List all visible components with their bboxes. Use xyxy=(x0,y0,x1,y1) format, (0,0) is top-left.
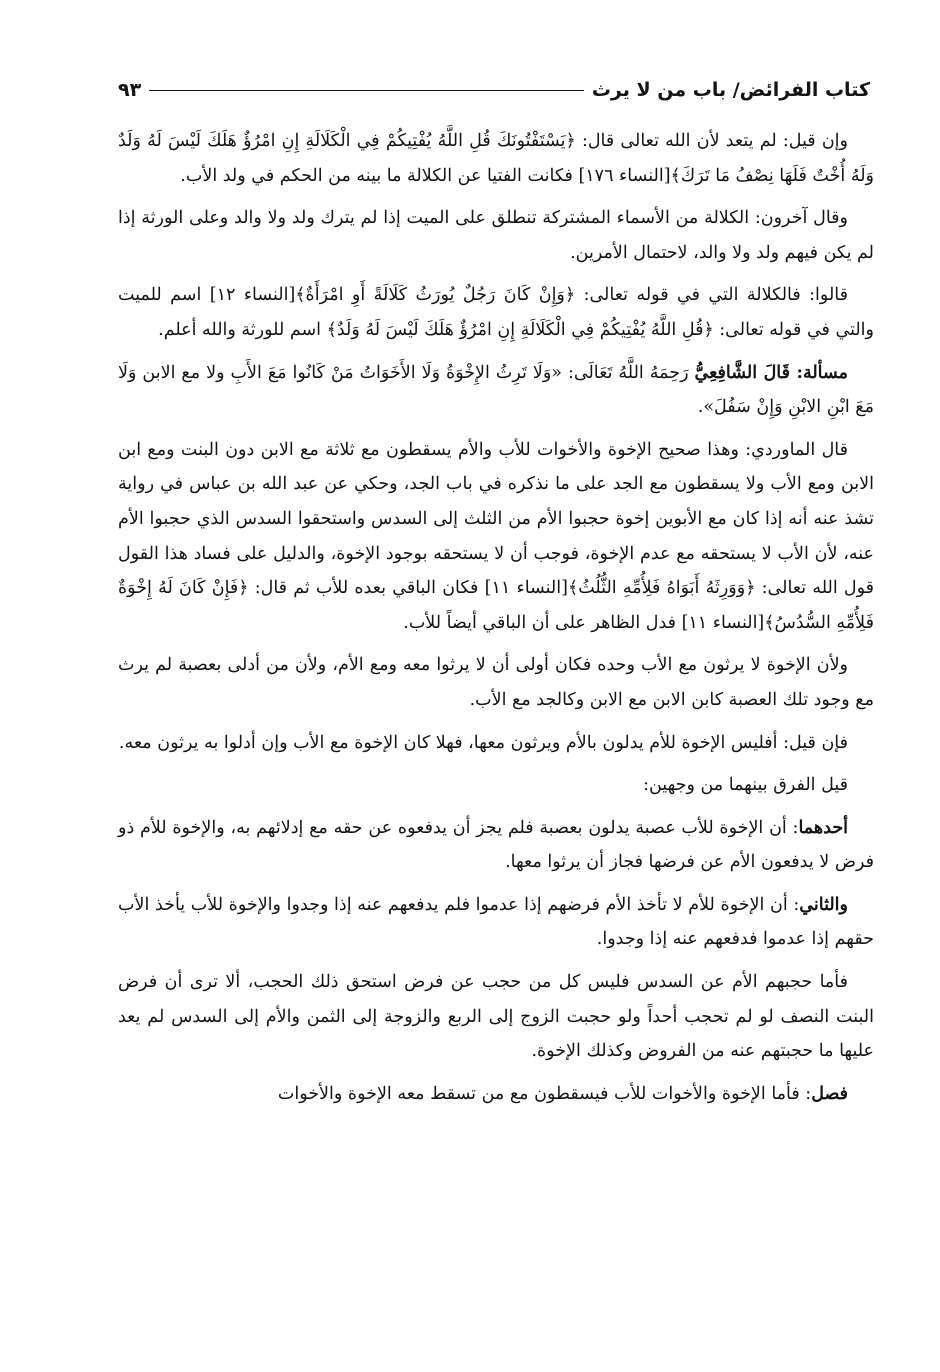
paragraph-brothers-with-father: ولأن الإخوة لا يرثون مع الأب وحده فكان أولى أن لا يرثوا معه ومع الأم، ولأن من أدلى بعصبة لم يرث مع وجود تلك العصبة كابن الابن مع الابن وكالجد مع الأب. xyxy=(118,655,874,710)
paragraph-mother-hijb: فأما حجبهم الأم عن السدس فليس كل من حجب عن فرض استحق ذلك الحجب، ألا ترى أن فرض البنت النصف لو لم تحجب أحداً ولو حجبت الزوج إلى الربع والزوجة إلى الثمن والأم إلى السدس لم يعد عليها ما حجبتهم عنه من الفروض وكذلك الإخوة. xyxy=(118,972,874,1062)
paragraph-others-said: وقال آخرون: الكلالة من الأسماء المشتركة تنطلق على الميت إذا لم يترك ولد ولا والد وعلى الورثة إذا لم يكن فيهم ولد ولا والد، لاحتمال الأمرين. xyxy=(118,208,874,263)
paragraph-masala: مسألة: قَالَ الشَّافِعِيُّ رَحِمَهُ اللَّهُ تَعَالَى: «وَلَا تَرِثُ الإِخْوَةُ وَلَا الأَخَوَاتُ مَنْ كَانُوا مَعَ الأَبِ ولا مع الابن وَلَا مَعَ ابْنِ الابْنِ وَإِنْ سَفُلَ». xyxy=(118,362,874,418)
paragraph-first-aspect: أحدهما: أن الإخوة للأب عصبة يدلون بعصبة فلم يجز أن يدفعوه عن حقه مع إدلائهم به، والإخوة للأم ذو فرض لا يدفعون الأم عن فرضها فجاز أن يرثوا معها. xyxy=(118,817,874,873)
paragraph-two-aspects: قيل الفرق بينهما من وجهين: xyxy=(643,775,848,796)
running-header xyxy=(118,74,870,106)
paragraph-kalala-question: وإن قيل: لم يتعد لأن الله تعالى قال: ﴿يَسْتَفْتُونَكَ قُلِ اللَّهُ يُفْتِيكُمْ فِي الْكَلَالَةِ إِنِ امْرُؤٌ هَلَكَ لَيْسَ لَهُ وَلَدٌ وَلَهُ أُخْتٌ فَلَهَا نِصْفُ مَا تَرَكَ﴾[النساء ١٧٦] فكانت الفتيا عن الكلالة ما بينه من الحكم في ولد الأب. xyxy=(118,131,874,186)
paragraph-they-said: قالوا: فالكلالة التي في قوله تعالى: ﴿وَإِنْ كَانَ رَجُلٌ يُورَثُ كَلَالَةً أَوِ امْرَأَةٌ﴾[النساء ١٢] اسم للميت والتي في قوله تعالى: ﴿قُلِ اللَّهُ يُفْتِيكُمْ فِي الْكَلَالَةِ إِنِ امْرُؤٌ هَلَكَ لَيْسَ لَهُ وَلَدٌ﴾ اسم للورثة والله أعلم. xyxy=(118,285,874,340)
paragraph-mawardi: قال الماوردي: وهذا صحيح الإخوة والأخوات للأب والأم يسقطون مع ثلاثة مع الابن دون البنت ومع ابن الابن ومع الأب ولا يسقطون مع الجد على ما نذكره في باب الجد، وحكي عن عبد الله بن عباس في رواية تشذ عنه أنه إذا كان مع الأبوين إخوة حجبوا الأم من الثلث إلى السدس واستحقوا السدس الذي حجبوا الأم عنه، لأن الأب لا يستحقه مع عدم الإخوة، فوجب أن لا يستحقه بوجود الإخوة، والدليل على فساد هذا القول قول الله تعالى: ﴿وَوَرِثَهُ أَبَوَاهُ فَلِأُمِّهِ الثُّلُثُ﴾[النساء ١١] فكان الباقي بعده للأب ثم قال: ﴿فَإِنْ كَانَ لَهُ إِخْوَةٌ فَلِأُمِّهِ السُّدُسُ﴾[النساء ١١] فدل الظاهر على أن الباقي أيضاً للأب. xyxy=(118,439,875,633)
paragraph-fasl: فصل: فأما الإخوة والأخوات للأب فيسقطون مع من تسقط معه الإخوة والأخوات xyxy=(277,1083,848,1104)
page-body xyxy=(118,124,874,1119)
paragraph-objection: فإن قيل: أفليس الإخوة للأم يدلون بالأم ويرثون معها، فهلا كان الإخوة مع الأب وإن أدلوا به يرثون معه. xyxy=(118,732,848,753)
paragraph-second-aspect: والثاني: أن الإخوة للأم لا تأخذ الأم فرضهم إذا عدموا فلم يدفعهم عنه إذا وجدوا والإخوة للأب يأخذ الأب حقهم إذا عدموا فدفعهم عنه إذا وجدوا. xyxy=(118,894,874,950)
chapter-title: كتاب الفرائض/ باب من لا يرث xyxy=(591,79,870,101)
header-rule xyxy=(149,90,584,91)
page-number: ٩٣ xyxy=(118,79,142,101)
